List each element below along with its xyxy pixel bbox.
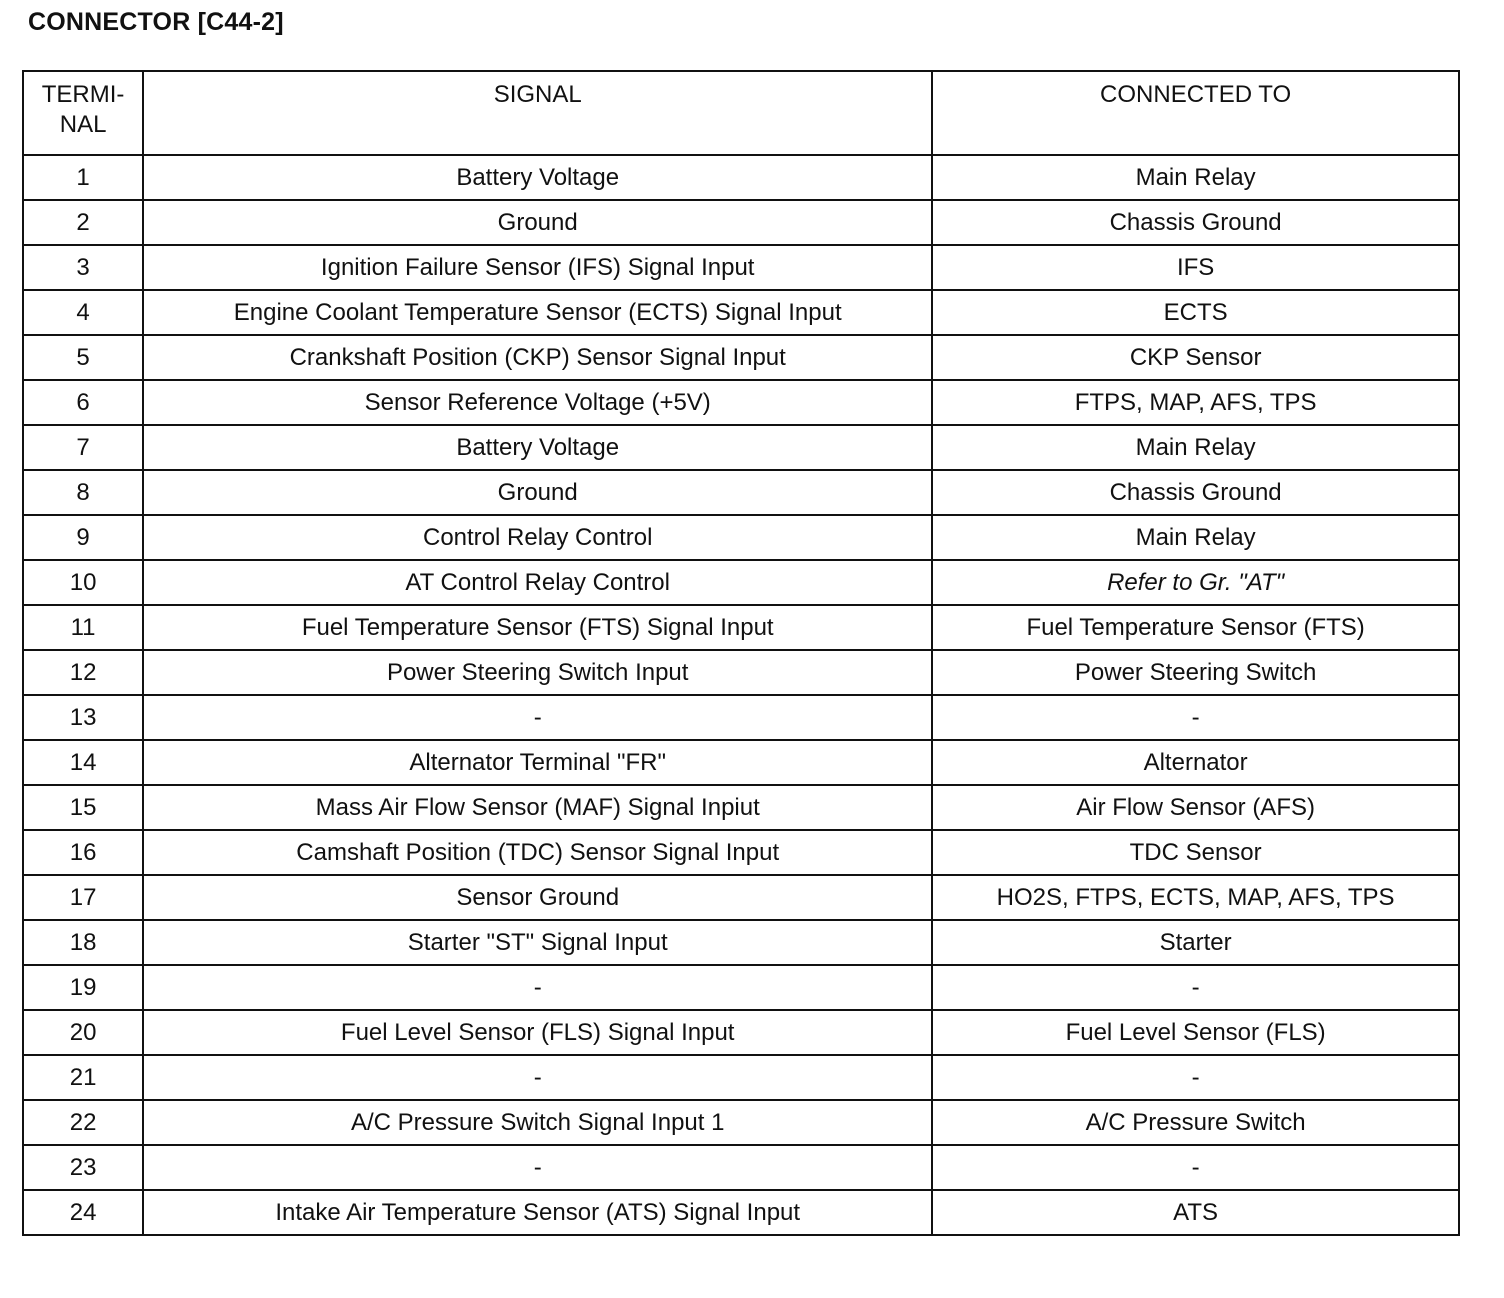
signal-cell: Ground bbox=[143, 200, 932, 245]
terminal-cell: 17 bbox=[23, 875, 143, 920]
header-row bbox=[23, 71, 1459, 155]
table-row bbox=[23, 470, 1459, 515]
table-row bbox=[23, 560, 1459, 605]
table-row bbox=[23, 515, 1459, 560]
signal-cell: Fuel Temperature Sensor (FTS) Signal Input bbox=[143, 605, 932, 650]
terminal-cell: 1 bbox=[23, 155, 143, 200]
signal-cell: Engine Coolant Temperature Sensor (ECTS) Signal Input bbox=[143, 290, 932, 335]
table-row bbox=[23, 1145, 1459, 1190]
connected-to-cell: Main Relay bbox=[932, 515, 1459, 560]
connected-to-cell: HO2S, FTPS, ECTS, MAP, AFS, TPS bbox=[932, 875, 1459, 920]
signal-cell: Battery Voltage bbox=[143, 155, 932, 200]
connected-to-cell: - bbox=[932, 965, 1459, 1010]
table-row bbox=[23, 425, 1459, 470]
connected-to-cell: Air Flow Sensor (AFS) bbox=[932, 785, 1459, 830]
terminal-cell: 15 bbox=[23, 785, 143, 830]
connected-to-cell: Power Steering Switch bbox=[932, 650, 1459, 695]
table-row bbox=[23, 245, 1459, 290]
terminal-cell: 2 bbox=[23, 200, 143, 245]
table-row bbox=[23, 1100, 1459, 1145]
table-row bbox=[23, 605, 1459, 650]
signal-cell: - bbox=[143, 965, 932, 1010]
signal-cell: Sensor Ground bbox=[143, 875, 932, 920]
table-row bbox=[23, 335, 1459, 380]
terminal-cell: 24 bbox=[23, 1190, 143, 1235]
connected-to-cell: Main Relay bbox=[932, 425, 1459, 470]
terminal-header-line2: NAL bbox=[59, 111, 107, 138]
signal-cell: AT Control Relay Control bbox=[143, 560, 932, 605]
connected-to-cell: ECTS bbox=[932, 290, 1459, 335]
terminal-cell: 21 bbox=[23, 1055, 143, 1100]
connected-to-cell: TDC Sensor bbox=[932, 830, 1459, 875]
connected-to-cell: CKP Sensor bbox=[932, 335, 1459, 380]
table-row bbox=[23, 155, 1459, 200]
terminal-cell: 6 bbox=[23, 380, 143, 425]
signal-cell: Starter "ST" Signal Input bbox=[143, 920, 932, 965]
connected-to-cell: IFS bbox=[932, 245, 1459, 290]
table-row bbox=[23, 1190, 1459, 1235]
connected-to-cell: A/C Pressure Switch bbox=[932, 1100, 1459, 1145]
terminal-cell: 5 bbox=[23, 335, 143, 380]
terminal-cell: 8 bbox=[23, 470, 143, 515]
terminal-cell: 11 bbox=[23, 605, 143, 650]
connected-to-cell: Chassis Ground bbox=[932, 470, 1459, 515]
table-row bbox=[23, 965, 1459, 1010]
terminal-cell: 4 bbox=[23, 290, 143, 335]
connected-to-cell: Fuel Level Sensor (FLS) bbox=[932, 1010, 1459, 1055]
signal-cell: - bbox=[143, 1145, 932, 1190]
signal-cell: Battery Voltage bbox=[143, 425, 932, 470]
table-row bbox=[23, 1055, 1459, 1100]
connected-to-cell: Main Relay bbox=[932, 155, 1459, 200]
signal-cell: - bbox=[143, 695, 932, 740]
connected-to-cell: ATS bbox=[932, 1190, 1459, 1235]
table-row bbox=[23, 785, 1459, 830]
signal-cell: Camshaft Position (TDC) Sensor Signal Input bbox=[143, 830, 932, 875]
signal-cell: A/C Pressure Switch Signal Input 1 bbox=[143, 1100, 932, 1145]
signal-cell: Mass Air Flow Sensor (MAF) Signal Inpiut bbox=[143, 785, 932, 830]
connected-to-cell: Fuel Temperature Sensor (FTS) bbox=[932, 605, 1459, 650]
signal-cell: Sensor Reference Voltage (+5V) bbox=[143, 380, 932, 425]
terminal-column-header bbox=[23, 71, 143, 155]
terminal-cell: 19 bbox=[23, 965, 143, 1010]
connected-to-cell: - bbox=[932, 1055, 1459, 1100]
connected-to-cell: Refer to Gr. "AT" bbox=[932, 560, 1459, 605]
signal-cell: - bbox=[143, 1055, 932, 1100]
terminal-cell: 12 bbox=[23, 650, 143, 695]
terminal-cell: 9 bbox=[23, 515, 143, 560]
signal-cell: Power Steering Switch Input bbox=[143, 650, 932, 695]
terminal-header-line1: TERMI- bbox=[41, 81, 125, 108]
table-body bbox=[23, 155, 1459, 1235]
terminal-cell: 23 bbox=[23, 1145, 143, 1190]
connector-table bbox=[22, 70, 1460, 1236]
signal-cell: Ground bbox=[143, 470, 932, 515]
table-row bbox=[23, 875, 1459, 920]
table-row bbox=[23, 200, 1459, 245]
terminal-cell: 22 bbox=[23, 1100, 143, 1145]
terminal-cell: 20 bbox=[23, 1010, 143, 1055]
table-row bbox=[23, 290, 1459, 335]
table-row bbox=[23, 740, 1459, 785]
table-row bbox=[23, 920, 1459, 965]
table-row bbox=[23, 830, 1459, 875]
signal-cell: Intake Air Temperature Sensor (ATS) Signal Input bbox=[143, 1190, 932, 1235]
table-row bbox=[23, 380, 1459, 425]
connected-to-cell: Chassis Ground bbox=[932, 200, 1459, 245]
terminal-cell: 16 bbox=[23, 830, 143, 875]
table-row bbox=[23, 650, 1459, 695]
connected-to-cell: FTPS, MAP, AFS, TPS bbox=[932, 380, 1459, 425]
connected-to-cell: - bbox=[932, 695, 1459, 740]
connected-to-cell: Starter bbox=[932, 920, 1459, 965]
terminal-cell: 7 bbox=[23, 425, 143, 470]
table-row bbox=[23, 1010, 1459, 1055]
terminal-cell: 13 bbox=[23, 695, 143, 740]
table-row bbox=[23, 695, 1459, 740]
connected-to-cell: Alternator bbox=[932, 740, 1459, 785]
signal-column-header: SIGNAL bbox=[143, 71, 932, 155]
connected-to-column-header: CONNECTED TO bbox=[932, 71, 1459, 155]
terminal-cell: 3 bbox=[23, 245, 143, 290]
signal-cell: Control Relay Control bbox=[143, 515, 932, 560]
signal-cell: Fuel Level Sensor (FLS) Signal Input bbox=[143, 1010, 932, 1055]
terminal-cell: 14 bbox=[23, 740, 143, 785]
page-title: CONNECTOR [C44-2] bbox=[28, 8, 284, 36]
signal-cell: Alternator Terminal "FR" bbox=[143, 740, 932, 785]
signal-cell: Crankshaft Position (CKP) Sensor Signal Input bbox=[143, 335, 932, 380]
signal-cell: Ignition Failure Sensor (IFS) Signal Input bbox=[143, 245, 932, 290]
connected-to-cell: - bbox=[932, 1145, 1459, 1190]
terminal-cell: 18 bbox=[23, 920, 143, 965]
terminal-cell: 10 bbox=[23, 560, 143, 605]
